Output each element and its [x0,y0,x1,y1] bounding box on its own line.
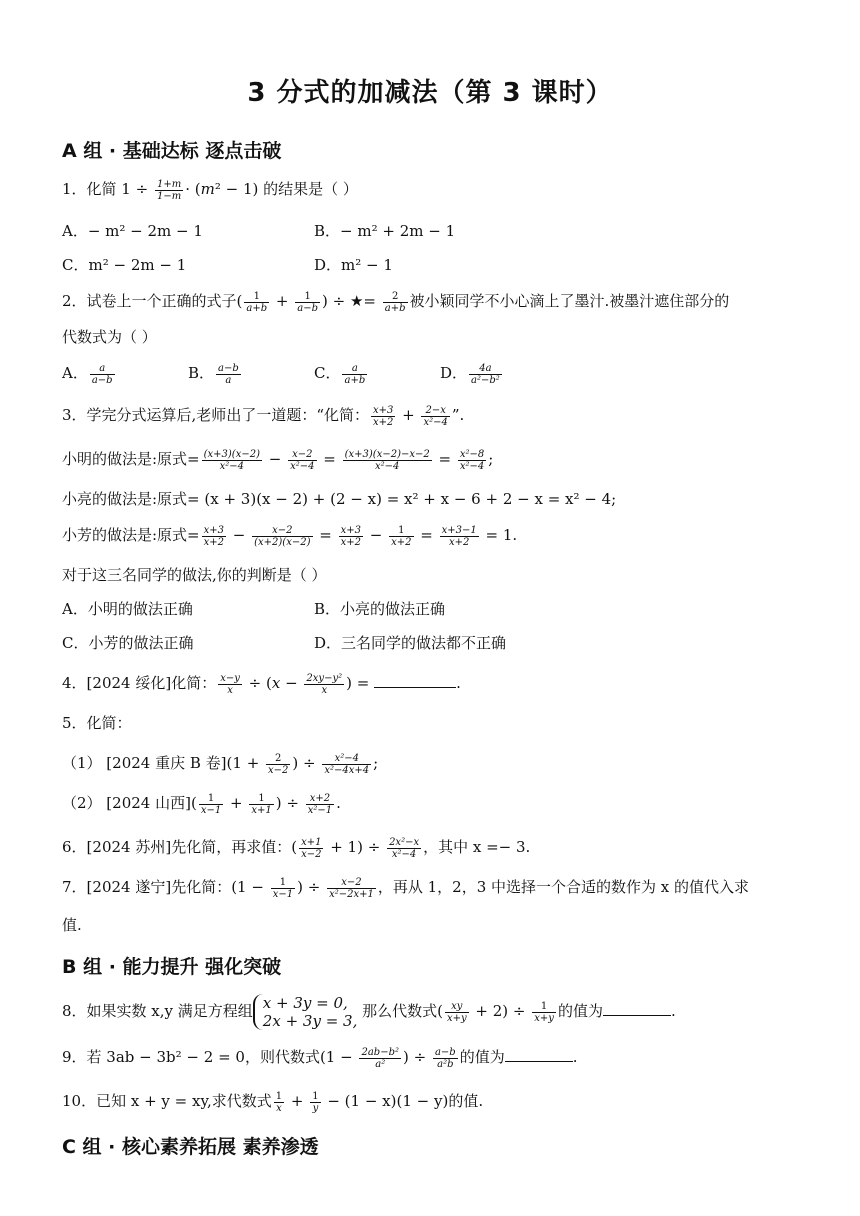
question-6: 6．[2024 苏州]先化简，再求值：( $\frac{x+1}{x-2}$ + 1) ÷ $\frac{\text{2x²−x}}{\text{x²−4}}$ ，其中 x =− 3. [62,836,531,860]
question-10: 10．已知 x + y = xy,求代数式 $\frac{1}{x}$ + $\frac{1}{y}$ − (1 − x)(1 − y)的值. [62,1090,484,1114]
fraction: $\frac{1+m}{1-m}$ [156,178,182,202]
q3-option-d[interactable]: D．三名同学的做法都不正确 [314,634,507,652]
question-7-line-2: 值. [62,916,82,934]
answer-blank[interactable] [505,1047,573,1062]
q2-option-c[interactable]: C． $\frac{a}{a+b}$ [314,362,366,386]
q3-xiaoliang-solution: 小亮的做法是:原式= (x + 3)(x − 2) + (2 − x) = x² + x − 6 + 2 − x = x² − 4; [62,490,617,508]
answer-blank[interactable] [374,673,456,688]
q1-option-d[interactable]: D．m² − 1 [314,256,393,274]
q3-option-a[interactable]: A．小明的做法正确 [62,600,193,618]
q1-option-b[interactable]: B．− m² + 2m − 1 [314,222,456,240]
section-b-heading: B 组 · 能力提升 强化突破 [62,956,282,978]
question-5: 5．化简： [62,714,132,732]
q3-option-c[interactable]: C．小芳的做法正确 [62,634,194,652]
question-2-line-2: 代数式为（ ） [62,328,157,346]
question-2: 2．试卷上一个正确的式子( $\frac{1}{a+b}$ + $\frac{1}{a-b}$ ) ÷ ★= $\frac{2}{a+b}$ 被小颖同学不小心滴上了墨汁.被墨汁遮住部分的 [62,290,730,314]
q2-option-b[interactable]: B． $\frac{a-b}{a}$ [188,362,239,386]
section-a-heading: A 组 · 基础达标 逐点击破 [62,140,282,162]
q3-xiaoming-solution: 小明的做法是:原式= $\frac{(x+3)(x-2)}{\text{x²−4}}$ − $\frac{x-2}{\text{x²−4}}$ = $\frac{(x+3)(x-2)-x-2}{\text{x²−4}}$ = $\frac{\text{x²−8}}{\text{x²−4}}$ ; [62,448,494,472]
question-9: 9．若 3ab − 3b² − 2 = 0，则代数式(1 − $\frac{\text{2ab−b²}}{\text{a²}}$ ) ÷ $\frac{a-b}{\text{a²b}}$ 的值为 . [62,1046,578,1070]
question-5-part-1: （1） [2024 重庆 B 卷](1 + $\frac{2}{x-2}$ ) ÷ $\frac{\text{x²−4}}{\text{x²−4x+4}}$ ; [62,752,379,776]
equation-system: x + 3y = 0, 2x + 3y = 3, [253,994,358,1030]
question-8: 8．如果实数 x,y 满足方程组 x + 3y = 0, 2x + 3y = 3, 那么代数式( $\frac{xy}{x+y}$ + 2) ÷ $\frac{1}{x+y}$ 的值为 . [62,994,676,1030]
answer-blank[interactable] [603,1001,671,1016]
question-1: 1．化简 1 ÷ $\frac{1+m}{1-m}$ · (m² − 1) 的结果是（ ） [62,178,358,202]
section-c-heading: C 组 · 核心素养拓展 素养渗透 [62,1136,319,1158]
q3-xiaofang-solution: 小芳的做法是:原式= $\frac{x+3}{x+2}$ − $\frac{x-2}{(x+2)(x-2)}$ = $\frac{x+3}{x+2}$ − $\frac{1}{x+2}$ = $\frac{x+3-1}{x+2}$ = 1. [62,524,518,548]
question-7: 7．[2024 遂宁]先化简：(1 − $\frac{1}{x-1}$ ) ÷ $\frac{x-2}{\text{x²−2x+1}}$ ，再从 1，2，3 中选择一个合适的数作为 x 的值代入求 [62,876,750,900]
question-4: 4．[2024 绥化]化简： $\frac{x-y}{x}$ ÷ (x − $\frac{\text{2xy−y²}}{x}$ ) = . [62,672,461,696]
q2-option-a[interactable]: A． $\frac{a}{a-b}$ [62,362,113,386]
q3-judgement: 对于这三名同学的做法,你的判断是（ ） [62,566,327,584]
question-5-part-2: （2） [2024 山西]( $\frac{1}{x-1}$ + $\frac{1}{x+1}$ ) ÷ $\frac{x+2}{\text{x²−1}}$ . [62,792,341,816]
q3-option-b[interactable]: B．小亮的做法正确 [314,600,446,618]
q1-option-c[interactable]: C．m² − 2m − 1 [62,256,187,274]
q1-option-a[interactable]: A．− m² − 2m − 1 [62,222,203,240]
q2-option-d[interactable]: D． $\frac{4a}{\text{a²−b²}}$ [440,362,500,386]
question-3: 3．学完分式运算后,老师出了一道题：“化简： $\frac{x+3}{x+2}$ + $\frac{2-x}{\text{x²−4}}$ ”. [62,404,465,428]
page-title: 3 分式的加减法（第 3 课时） [247,78,613,108]
